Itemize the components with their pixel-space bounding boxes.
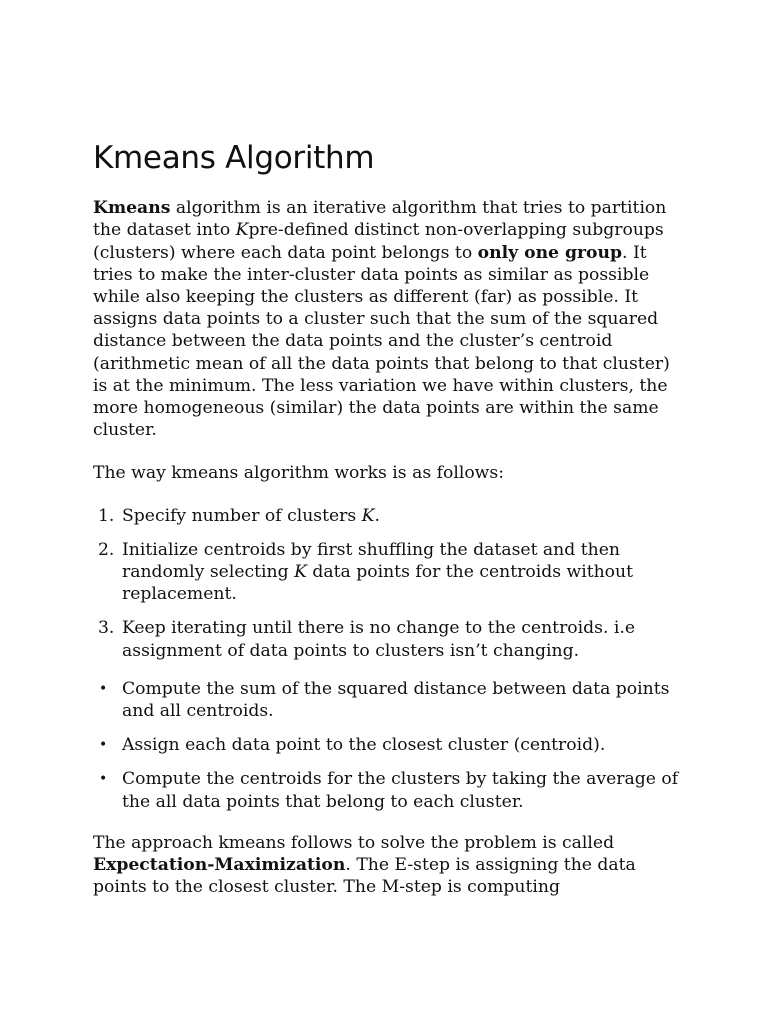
bullets-list <box>93 678 683 813</box>
step-item <box>93 617 683 661</box>
bullet-item <box>93 678 683 722</box>
page-title: Kmeans Algorithm <box>93 140 375 176</box>
bullet-dot-icon: • <box>99 680 108 697</box>
step-text-after: . <box>374 505 380 526</box>
step-marker: 2. <box>98 539 115 560</box>
approach-bold: Expectation-Maximization <box>93 855 346 876</box>
document-page <box>93 140 683 898</box>
step-item <box>93 505 683 527</box>
intro-k-italic: K <box>235 220 249 241</box>
step-marker: 1. <box>98 505 115 526</box>
intro-bold-lead: Kmeans <box>93 198 171 219</box>
step-item <box>93 539 683 606</box>
intro-text-3: . It tries to make the inter-cluster data points as similar as possible while also keeping the clusters as different (far) as possible. It assigns data points to a cluster such that the sum of the squared distance between the data points and the cluster’s centroid (arithmetic mean of all the data points that belong to that cluster) is at the minimum. The less variation we have within clusters, the more homogeneous (similar) the data points are within the same cluster. <box>93 242 670 441</box>
step-text-after: data points for the centroids without replacement. <box>122 562 633 605</box>
bullet-dot-icon: • <box>99 737 108 754</box>
works-intro: The way kmeans algorithm works is as follows: <box>93 463 504 484</box>
step-text-italic: K <box>361 505 375 526</box>
intro-text-1: algorithm is an iterative algorithm that tries to partition the dataset into <box>93 198 667 241</box>
step-text-before: Keep iterating until there is no change to the centroids. i.e assignment of data points to clusters isn’t changing. <box>122 618 636 661</box>
step-marker: 3. <box>98 618 115 639</box>
approach-text-2: . The E-step is assigning the data points to the closest cluster. The M-step is computing <box>93 855 636 898</box>
bullet-text: Assign each data point to the closest cluster (centroid). <box>122 735 606 756</box>
bullet-text: Compute the sum of the squared distance between data points and all centroids. <box>122 678 670 722</box>
approach-paragraph <box>93 832 683 899</box>
intro-paragraph <box>93 197 683 441</box>
bullet-item <box>93 768 683 812</box>
bullet-text: Compute the centroids for the clusters by taking the average of the all data points that belong to each cluster. <box>122 769 679 812</box>
step-text-before: Initialize centroids by first shuffling the dataset and then randomly selecting <box>122 539 620 583</box>
bullet-dot-icon: • <box>99 771 108 788</box>
step-text-italic: K <box>294 562 307 583</box>
intro-bold-group: only one group <box>477 242 623 263</box>
step-text-before: Specify number of clusters <box>122 505 362 526</box>
bullet-item <box>93 734 683 756</box>
intro-text-2: pre-defined distinct non-overlapping subgroups (clusters) where each data point belongs to <box>93 220 664 263</box>
steps-list <box>93 505 683 662</box>
approach-text-1: The approach kmeans follows to solve the problem is called <box>93 832 615 853</box>
